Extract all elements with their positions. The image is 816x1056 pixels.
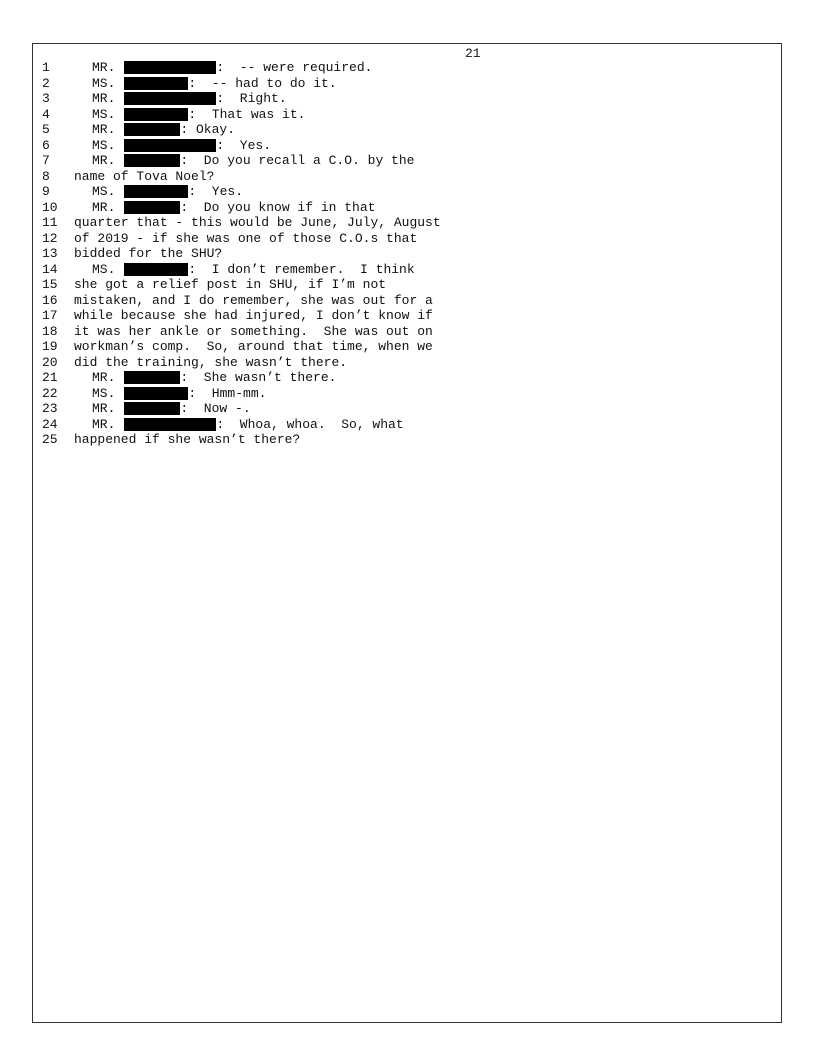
transcript-line <box>42 386 762 402</box>
redaction-box <box>124 61 216 74</box>
line-number: 20 <box>42 354 58 370</box>
transcript-line <box>42 215 762 231</box>
line-number: 6 <box>42 137 50 153</box>
redaction-box <box>124 77 188 90</box>
speaker-label: MR. <box>92 199 116 215</box>
redaction-box <box>124 387 188 400</box>
line-number: 19 <box>42 339 58 354</box>
redaction-box <box>124 201 180 214</box>
line-text: : Yes. <box>216 137 272 153</box>
redaction-box <box>124 185 188 198</box>
redaction-box <box>124 108 188 121</box>
speaker-label: MR. <box>92 153 116 168</box>
line-text: quarter that - this would be June, July, August <box>74 215 441 230</box>
transcript-line <box>42 417 762 433</box>
speaker-label: MR. <box>92 91 116 106</box>
speaker-label: MS. <box>92 184 116 199</box>
line-number: 10 <box>42 199 58 215</box>
line-number: 12 <box>42 230 58 246</box>
line-number: 1 <box>42 60 50 75</box>
transcript-line <box>42 355 762 371</box>
transcript-line <box>42 339 762 355</box>
transcript-line <box>42 308 762 324</box>
speaker-label: MS. <box>92 106 116 122</box>
transcript-line <box>42 370 762 386</box>
redaction-box <box>124 139 216 152</box>
speaker-label: MS. <box>92 385 116 401</box>
speaker-label: MS. <box>92 137 116 153</box>
line-number: 3 <box>42 91 50 106</box>
line-text: of 2019 - if she was one of those C.O.s that <box>74 230 418 246</box>
line-text: : Yes. <box>188 184 244 199</box>
line-text: while because she had injured, I don’t know if <box>74 308 433 323</box>
line-number: 2 <box>42 75 50 91</box>
transcript-line <box>42 153 762 169</box>
speaker-label: MR. <box>92 401 116 416</box>
redaction-box <box>124 371 180 384</box>
line-text: : Okay. <box>180 122 236 137</box>
line-text: : Now -. <box>180 401 251 416</box>
speaker-label: MR. <box>92 122 116 137</box>
line-number: 14 <box>42 261 58 277</box>
line-number: 13 <box>42 246 58 261</box>
transcript-line <box>42 277 762 293</box>
redaction-box <box>124 402 180 415</box>
line-number: 17 <box>42 308 58 323</box>
transcript-line <box>42 432 762 448</box>
page-number: 21 <box>465 46 481 61</box>
transcript-line <box>42 184 762 200</box>
transcript-line <box>42 200 762 216</box>
transcript-line <box>42 231 762 247</box>
redaction-box <box>124 92 216 105</box>
transcript-line <box>42 401 762 417</box>
transcript-line <box>42 76 762 92</box>
transcript-line <box>42 138 762 154</box>
line-text: : Whoa, whoa. So, what <box>216 416 404 432</box>
line-number: 24 <box>42 416 58 432</box>
line-text: : Do you know if in that <box>180 199 376 215</box>
transcript-line <box>42 169 762 185</box>
transcript-body <box>42 60 762 448</box>
transcript-line <box>42 107 762 123</box>
line-text: did the training, she wasn’t there. <box>74 354 348 370</box>
line-text: : Right. <box>216 91 287 106</box>
line-text: : -- had to do it. <box>188 75 337 91</box>
line-text: happened if she wasn’t there? <box>74 432 301 447</box>
line-number: 16 <box>42 292 58 308</box>
speaker-label: MR. <box>92 370 116 385</box>
line-text: : That was it. <box>188 106 306 122</box>
line-number: 8 <box>42 168 50 184</box>
line-text: : I don’t remember. I think <box>188 261 415 277</box>
line-number: 4 <box>42 106 50 122</box>
redaction-box <box>124 263 188 276</box>
line-text: : Hmm-mm. <box>188 385 267 401</box>
line-text: it was her ankle or something. She was out on <box>74 323 433 339</box>
transcript-line <box>42 60 762 76</box>
line-number: 15 <box>42 277 58 292</box>
transcript-line <box>42 246 762 262</box>
speaker-label: MS. <box>92 75 116 91</box>
transcript-line <box>42 293 762 309</box>
transcript-line <box>42 91 762 107</box>
line-number: 21 <box>42 370 58 385</box>
redaction-box <box>124 418 216 431</box>
line-text: bidded for the SHU? <box>74 246 223 261</box>
line-text: she got a relief post in SHU, if I’m not <box>74 277 387 292</box>
line-number: 22 <box>42 385 58 401</box>
speaker-label: MR. <box>92 60 116 75</box>
line-text: : She wasn’t there. <box>180 370 337 385</box>
line-number: 9 <box>42 184 50 199</box>
line-number: 18 <box>42 323 58 339</box>
redaction-box <box>124 154 180 167</box>
transcript-line <box>42 324 762 340</box>
line-number: 11 <box>42 215 58 230</box>
redaction-box <box>124 123 180 136</box>
line-number: 23 <box>42 401 58 416</box>
line-text: : -- were required. <box>216 60 373 75</box>
speaker-label: MS. <box>92 261 116 277</box>
speaker-label: MR. <box>92 416 116 432</box>
line-text: : Do you recall a C.O. by the <box>180 153 415 168</box>
transcript-line <box>42 262 762 278</box>
line-number: 7 <box>42 153 50 168</box>
line-text: name of Tova Noel? <box>74 168 215 184</box>
line-number: 25 <box>42 432 58 447</box>
line-text: mistaken, and I do remember, she was out for a <box>74 292 433 308</box>
transcript-line <box>42 122 762 138</box>
line-number: 5 <box>42 122 50 137</box>
line-text: workman’s comp. So, around that time, when we <box>74 339 433 354</box>
